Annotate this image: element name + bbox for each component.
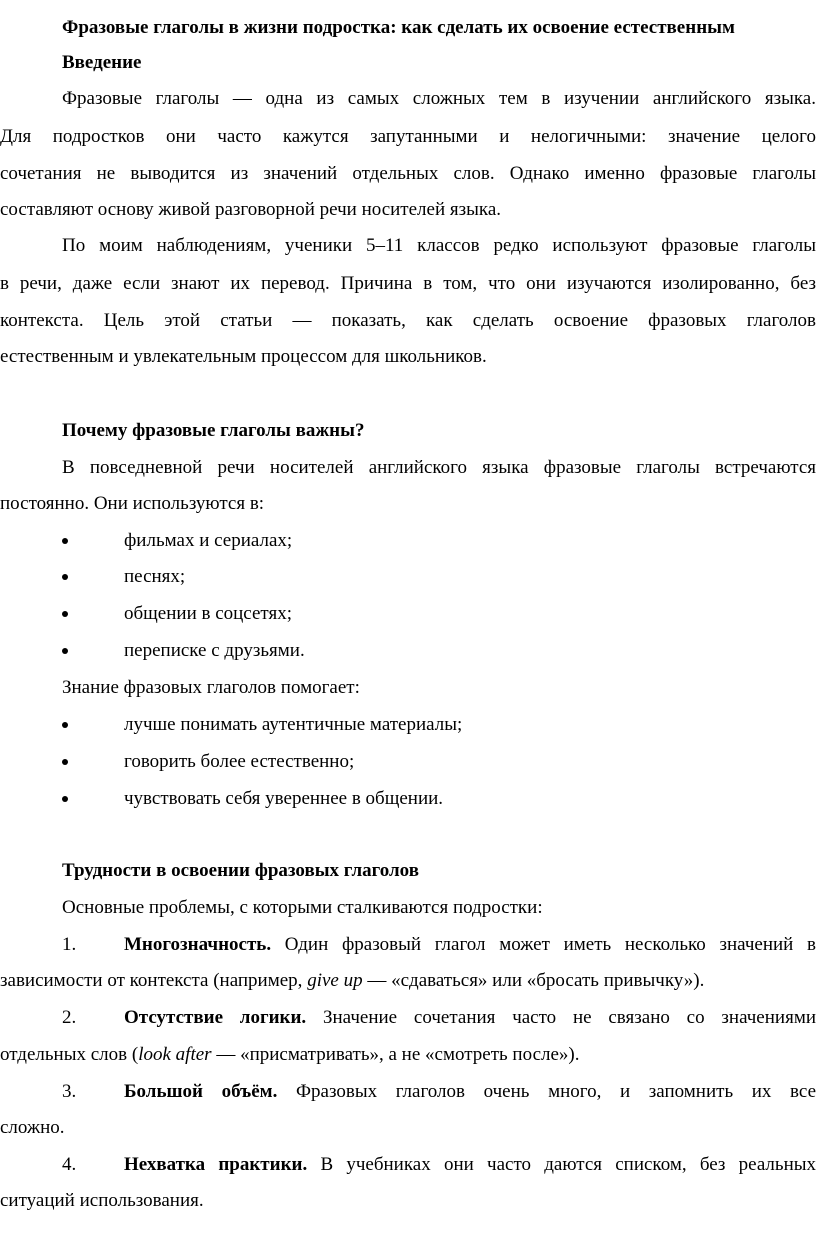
numbered-item-line: [0, 969, 704, 993]
item-bold-term: Отсутствие логики.: [124, 1007, 307, 1028]
intro-p2-line: контекста. Цель этой статьи — показать, как сделать освоение фразовых глаголов: [0, 310, 816, 331]
item-text: Значение сочетания часто не связано со значениями: [323, 1007, 816, 1028]
item-text: Один фразовый глагол может иметь несколько значений в: [284, 934, 816, 955]
list-item: песнях;: [124, 566, 186, 587]
why-p1-line: постоянно. Они используются в:: [0, 493, 265, 514]
item-text: — «сдаваться» или «бросать привычку»).: [362, 970, 705, 991]
bullet-dot: [62, 611, 68, 617]
item-text: Фразовых глаголов очень много, и запомнить их все: [296, 1081, 816, 1102]
item-text: В учебниках они часто даются списком, без реальных: [320, 1154, 816, 1175]
intro-heading: Введение: [62, 52, 142, 73]
list-number: 4.: [62, 1154, 77, 1175]
intro-p2-line: По моим наблюдениям, ученики 5–11 классов редко используют фразовые глаголы: [62, 235, 816, 256]
numbered-item-line: [124, 1153, 816, 1177]
item-bold-term: Большой объём.: [124, 1081, 278, 1102]
list-number: 1.: [62, 934, 77, 955]
intro-p1-line: составляют основу живой разговорной речи носителей языка.: [0, 199, 502, 220]
list-item: говорить более естественно;: [124, 751, 355, 772]
list-item: лучше понимать аутентичные материалы;: [124, 714, 463, 735]
item-italic-term: look after: [138, 1044, 212, 1065]
list-item: общении в соцсетях;: [124, 603, 292, 624]
numbered-item-line: [124, 933, 816, 957]
why-p2: Знание фразовых глаголов помогает:: [62, 677, 360, 698]
intro-p1-line: Фразовые глаголы — одна из самых сложных тем в изучении английского языка.: [62, 88, 816, 109]
item-bold-term: Нехватка практики.: [124, 1154, 308, 1175]
bullet-dot: [62, 574, 68, 580]
item-text: — «присматривать», а не «смотреть после»).: [211, 1044, 580, 1065]
intro-p2-line: естественным и увлекательным процессом для школьников.: [0, 346, 487, 367]
item-text: зависимости от контекста (например,: [0, 970, 308, 991]
numbered-item-line: сложно.: [0, 1117, 65, 1138]
list-item: переписке с друзьями.: [124, 640, 305, 661]
list-number: 2.: [62, 1007, 77, 1028]
why-heading: Почему фразовые глаголы важны?: [62, 420, 365, 441]
list-item: чувствовать себя увереннее в общении.: [124, 788, 444, 809]
intro-p2-line: в речи, даже если знают их перевод. Причина в том, что они изучаются изолированно, без: [0, 273, 816, 294]
numbered-item-line: [124, 1080, 816, 1104]
document-title: Фразовые глаголы в жизни подростка: как сделать их освоение естественным: [62, 17, 735, 38]
why-p1-line: В повседневной речи носителей английского языка фразовые глаголы встречаются: [62, 457, 816, 478]
bullet-dot: [62, 648, 68, 654]
item-text: отдельных слов (: [0, 1044, 139, 1065]
numbered-item-line: [124, 1006, 816, 1030]
bullet-dot: [62, 538, 68, 544]
item-bold-term: Многозначность.: [124, 934, 272, 955]
bullet-dot: [62, 722, 68, 728]
bullet-dot: [62, 796, 68, 802]
bullet-dot: [62, 759, 68, 765]
difficulties-heading: Трудности в освоении фразовых глаголов: [62, 860, 419, 881]
intro-p1-line: сочетания не выводится из значений отдельных слов. Однако именно фразовые глаголы: [0, 163, 816, 184]
intro-p1-line: Для подростков они часто кажутся запутанными и нелогичными: значение целого: [0, 126, 816, 147]
list-number: 3.: [62, 1081, 77, 1102]
numbered-item-line: [0, 1043, 580, 1067]
numbered-item-line: ситуаций использования.: [0, 1190, 204, 1211]
list-item: фильмах и сериалах;: [124, 530, 293, 551]
item-italic-term: give up: [307, 970, 363, 991]
difficulties-intro: Основные проблемы, с которыми сталкиваются подростки:: [62, 897, 543, 918]
